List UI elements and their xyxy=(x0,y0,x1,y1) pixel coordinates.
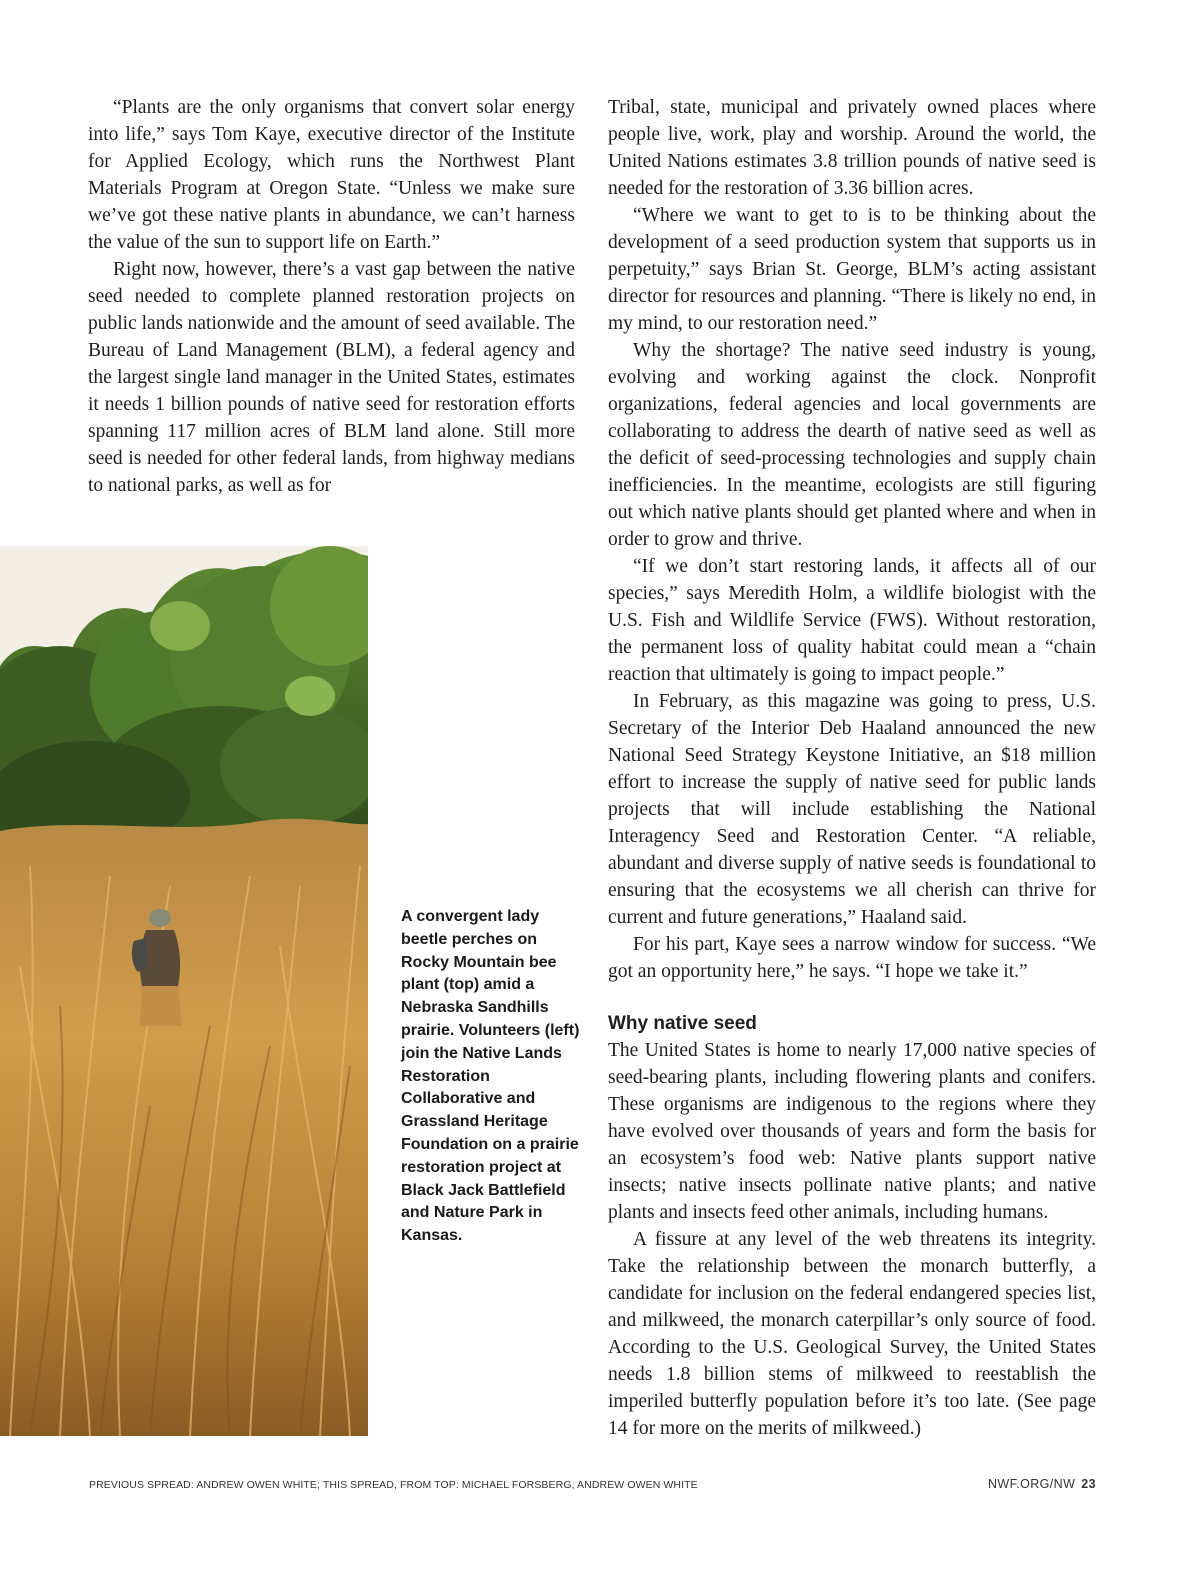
section-subhead: Why native seed xyxy=(608,1013,757,1034)
body-paragraph: Tribal, state, municipal and privately owned places where people live, work, play and worship. Around the world, the United Nations estimates 3.8 trillion pounds of native seed is needed for the restoration of 3.36 billion acres. xyxy=(608,97,1096,199)
photo-caption: A convergent lady beetle perches on Rocky Mountain bee plant (top) amid a Nebraska Sandhills prairie. Volunteers (left) join the Native Lands Restoration Collaborative and Grassland Heritage Foundation on a prairie restoration project at Black Jack Battlefield and Nature Park in Kansas. xyxy=(401,908,580,1245)
page-footer xyxy=(988,1477,1096,1491)
page-number: 23 xyxy=(1081,1477,1096,1491)
article-right-column xyxy=(608,94,1096,1442)
article-left-column xyxy=(88,94,575,499)
body-paragraph: In February, as this magazine was going to press, U.S. Secretary of the Interior Deb Haaland announced the new National Seed Strategy Keystone Initiative, an $18 million effort to increase the supply of native seed for public lands projects that will include establishing the National Interagency Seed and Restoration Center. “A reliable, abundant and diverse supply of native seeds is foundational to ensuring that the ecosystems we all cherish can thrive for current and future generations,” Haaland said. xyxy=(608,691,1096,928)
body-paragraph: The United States is home to nearly 17,000 native species of seed-bearing plants, including flowering plants and conifers. These organisms are indigenous to the regions where they have evolved over thousands of years and form the basis for an ecosystem’s food web: Native plants support native insects; native insects pollinate native plants; and native plants and insects feed other animals, including humans. xyxy=(608,1040,1096,1223)
site-url: NWF.ORG/NW xyxy=(987,1477,1076,1491)
body-paragraph: Right now, however, there’s a vast gap between the native seed needed to complete planned restoration projects on public lands nationwide and the amount of seed available. The Bureau of Land Management (BLM), a federal agency and the largest single land manager in the United States, estimates it needs 1 billion pounds of native seed for restoration efforts spanning 117 million acres of BLM land alone. Still more seed is needed for other federal lands, from highway medians to national parks, as well as for xyxy=(88,259,575,496)
photo-credit: PREVIOUS SPREAD: ANDREW OWEN WHITE; THIS SPREAD, FROM TOP: MICHAEL FORSBERG, ANDREW OWEN WHITE xyxy=(89,1479,698,1491)
body-paragraph: “Where we want to get to is to be thinking about the development of a seed production system that supports us in perpetuity,” says Brian St. George, BLM’s acting assistant director for resources and planning. “There is likely no end, in my mind, to our restoration need.” xyxy=(608,205,1096,334)
body-paragraph: “If we don’t start restoring lands, it affects all of our species,” says Meredith Holm, a wildlife biologist with the U.S. Fish and Wildlife Service (FWS). Without restoration, the permanent loss of quality habitat could mean a “chain reaction that ultimately is going to impact people.” xyxy=(608,556,1096,685)
body-paragraph: For his part, Kaye sees a narrow window for success. “We got an opportunity here,” he says. “I hope we take it.” xyxy=(608,934,1096,982)
body-paragraph: “Plants are the only organisms that convert solar energy into life,” says Tom Kaye, executive director of the Institute for Applied Ecology, which runs the Northwest Plant Materials Program at Oregon State. “Unless we make sure we’ve got these native plants in abundance, we can’t harness the value of the sun to support life on Earth.” xyxy=(88,97,575,253)
body-paragraph: A fissure at any level of the web threatens its integrity. Take the relationship between the monarch butterfly, a candidate for inclusion on the federal endangered species list, and milkweed, the monarch caterpillar’s only source of food. According to the U.S. Geological Survey, the United States needs 1.8 billion stems of milkweed to reestablish the imperiled butterfly population before it’s too late. (See page 14 for more on the merits of milkweed.) xyxy=(608,1229,1096,1439)
body-paragraph: Why the shortage? The native seed industry is young, evolving and working against the clock. Nonprofit organizations, federal agencies and local governments are collaborating to address the dearth of native seed as well as the deficit of seed-processing technologies and supply chain inefficiencies. In the meantime, ecologists are still figuring out which native plants should get planted where and when in order to grow and thrive. xyxy=(608,340,1096,550)
prairie-volunteer-photo xyxy=(0,546,368,1436)
